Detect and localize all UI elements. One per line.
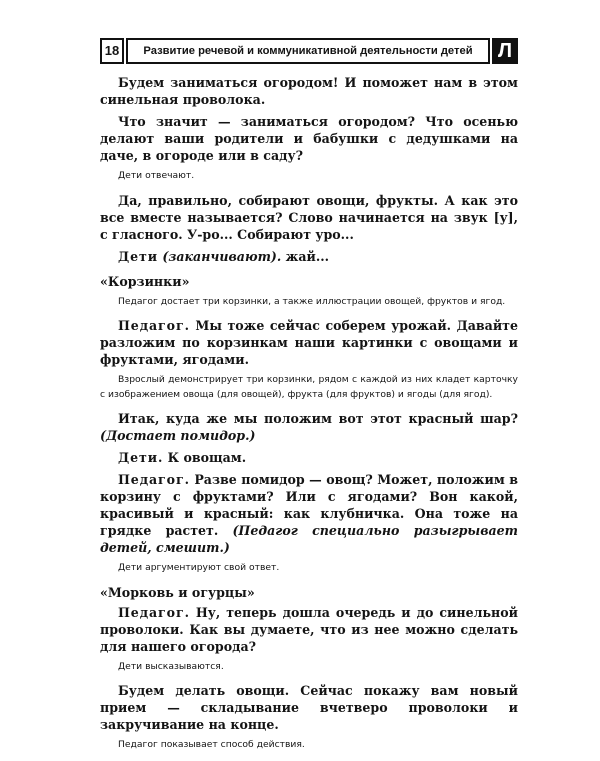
speaker: Дети [118, 248, 158, 264]
page-body [100, 74, 518, 761]
stage-note: Педагог достает три корзинки, а также иллюстрации овощей, фруктов и ягод. [118, 295, 506, 307]
paragraph-text: Ну, теперь дошла очередь и до синельной проволоки. Как вы думаете, что из нее можно сделать для нашего огорода? [100, 604, 518, 654]
paragraph [100, 449, 518, 466]
paragraph: Будем делать овощи. Сейчас покажу вам новый прием — складывание вчетверо проволоки и закручивание на конце. [100, 683, 518, 732]
paragraph-text: К овощам. [163, 450, 247, 465]
section-mark: Л [492, 38, 518, 64]
paragraph: Что значит — заниматься огородом? Что осенью делают ваши родители и бабушки с дедушками на даче, в огороде или в саду? [100, 114, 518, 163]
paragraph: Да, правильно, собирают овощи, фрукты. А как это все вместе называется? Слово начинается на звук [у], с гласного. У-ро... Собирают уро... [100, 192, 518, 242]
paragraph-text: Разве помидор — овощ? Может, положим в корзину с фруктами? Или с ягодами? Вон какой, красивый и красный: как клубничка. Она тоже на грядке растет. [100, 472, 518, 538]
paragraph [100, 248, 518, 265]
section-heading: «Корзинки» [100, 273, 190, 289]
speaker: Педагог. [118, 604, 190, 620]
paragraph-text: Итак, куда же мы положим вот этот красный шар? [118, 411, 518, 426]
paragraph: Будем заниматься огородом! И поможет нам в этом синельная проволока. [100, 75, 518, 107]
stage-direction: (заканчивают). [162, 248, 282, 264]
speaker: Дети. [118, 450, 164, 465]
paragraph-text: Мы тоже сейчас соберем урожай. Давайте разложим по корзинкам наши картинки с овощами и фруктами, ягодами. [100, 318, 518, 367]
section-heading: «Морковь и огурцы» [100, 584, 255, 600]
page-header [100, 38, 516, 62]
paragraph [100, 410, 518, 444]
stage-note: Дети высказываются. [118, 660, 224, 672]
stage-note: Дети аргументируют свой ответ. [118, 562, 280, 573]
stage-direction: (Достает помидор.) [100, 428, 256, 443]
running-title: Развитие речевой и коммуникативной деятельности детей [126, 38, 490, 64]
speaker: Педагог. [118, 318, 190, 333]
stage-note: Взрослый демонстрирует три корзинки, рядом с каждой из них кладет карточку с изображением овоща (для овощей), фрукта (для фруктов) и ягоды (для ягод). [100, 374, 518, 400]
paragraph [100, 317, 518, 368]
stage-note: Дети отвечают. [118, 170, 195, 181]
page-number: 18 [100, 38, 124, 64]
speaker: Педагог. [118, 472, 190, 487]
stage-direction: (Педагог специально разыгрывает детей, смешит.) [100, 523, 518, 555]
paragraph [100, 471, 518, 556]
paragraph [100, 604, 518, 655]
stage-note: Педагог показывает способ действия. [118, 739, 305, 750]
paragraph-text: жай... [281, 248, 330, 264]
